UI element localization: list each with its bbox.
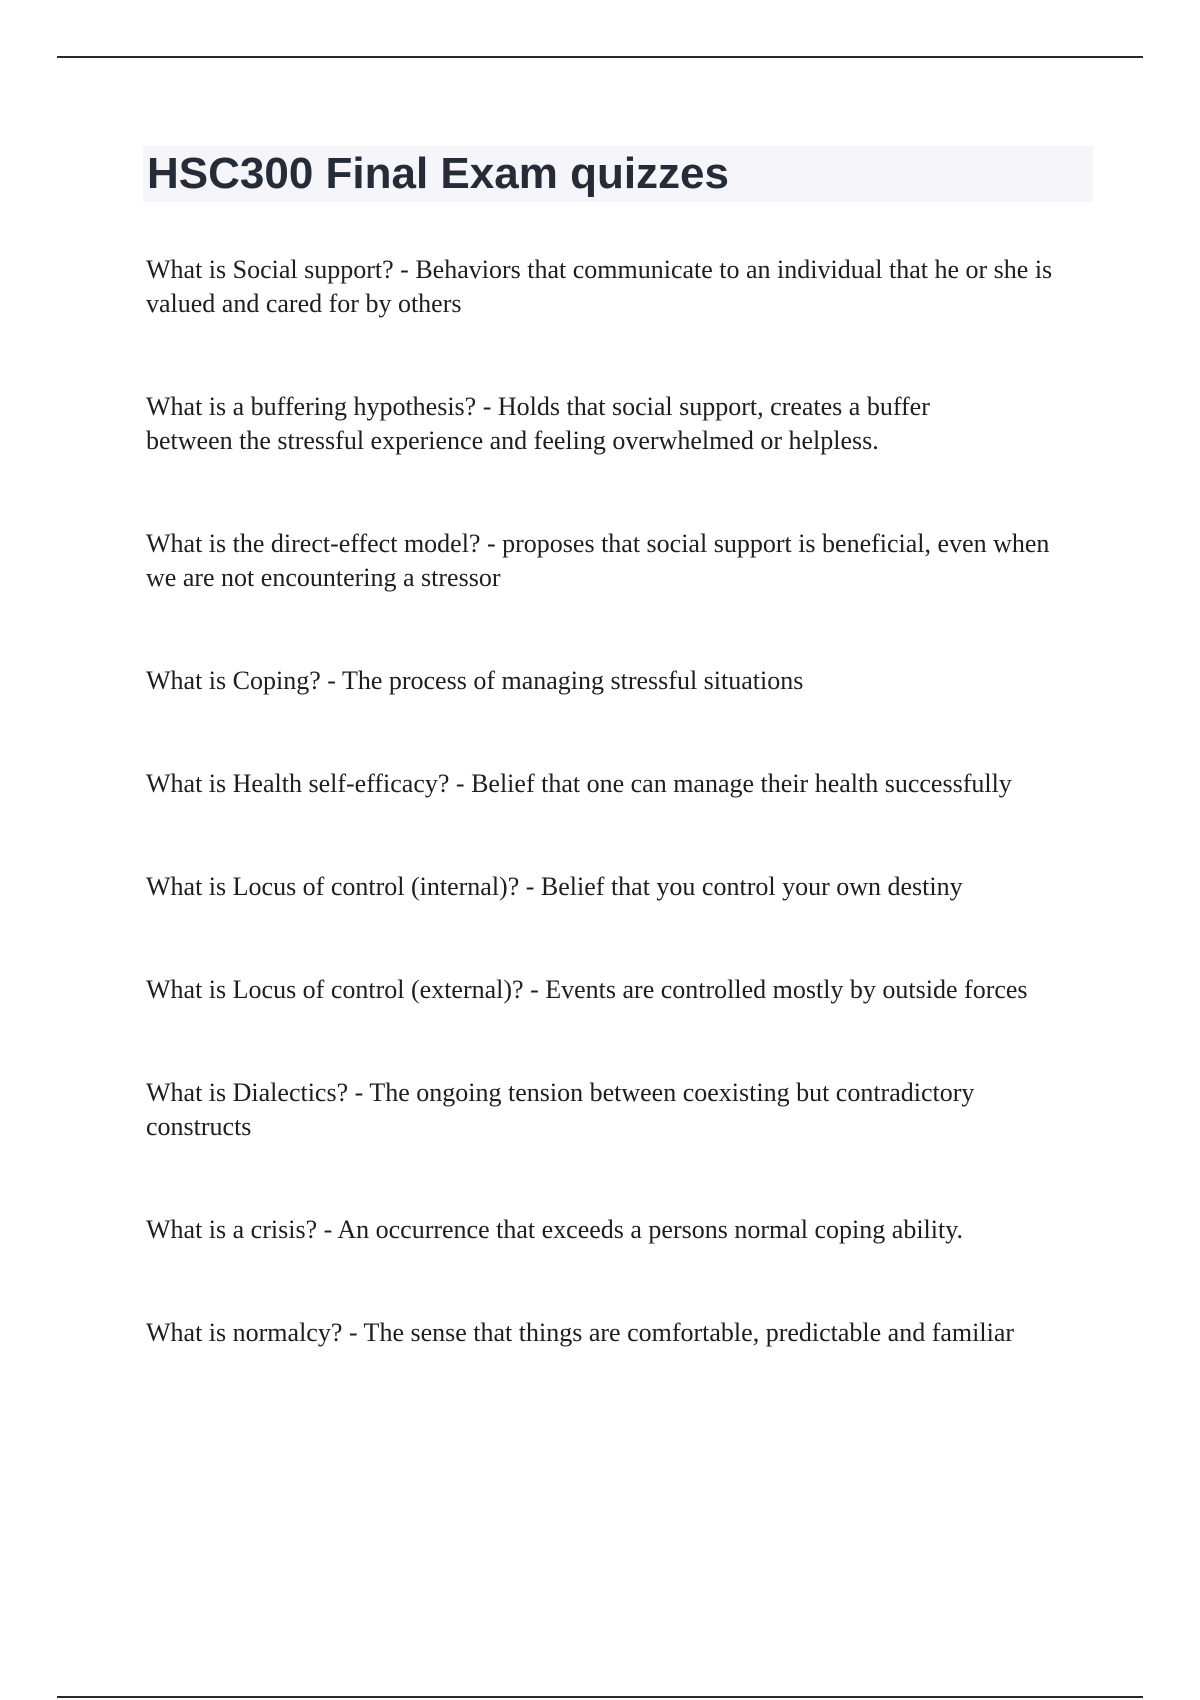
page-title: HSC300 Final Exam quizzes xyxy=(147,149,729,198)
qa-item-social-support: What is Social support? - Behaviors that communicate to an individual that he or she is valued and cared for by others xyxy=(146,255,1053,318)
qa-item-locus-external: What is Locus of control (external)? - Events are controlled mostly by outside forces xyxy=(146,975,1028,1004)
qa-item-dialectics: What is Dialectics? - The ongoing tension between coexisting but contradictory constructs xyxy=(146,1078,975,1141)
bottom-rule xyxy=(57,1696,1143,1698)
qa-item-locus-internal: What is Locus of control (internal)? - Belief that you control your own destiny xyxy=(146,872,963,901)
qa-item-buffering-hypothesis: What is a buffering hypothesis? - Holds that social support, creates a buffer between the stressful experience and feeling overwhelmed or helpless. xyxy=(146,392,930,455)
title-banner xyxy=(143,146,1093,202)
qa-item-normalcy: What is normalcy? - The sense that things are comfortable, predictable and familiar xyxy=(146,1318,1015,1347)
qa-list xyxy=(146,253,1096,1350)
top-rule xyxy=(57,56,1143,58)
qa-item-crisis: What is a crisis? - An occurrence that exceeds a persons normal coping ability. xyxy=(146,1215,964,1244)
qa-item-health-self-efficacy: What is Health self-efficacy? - Belief that one can manage their health successfully xyxy=(146,769,1012,798)
qa-item-coping: What is Coping? - The process of managing stressful situations xyxy=(146,666,804,695)
qa-item-direct-effect-model: What is the direct-effect model? - proposes that social support is beneficial, even when we are not encountering a stressor xyxy=(146,529,1050,592)
